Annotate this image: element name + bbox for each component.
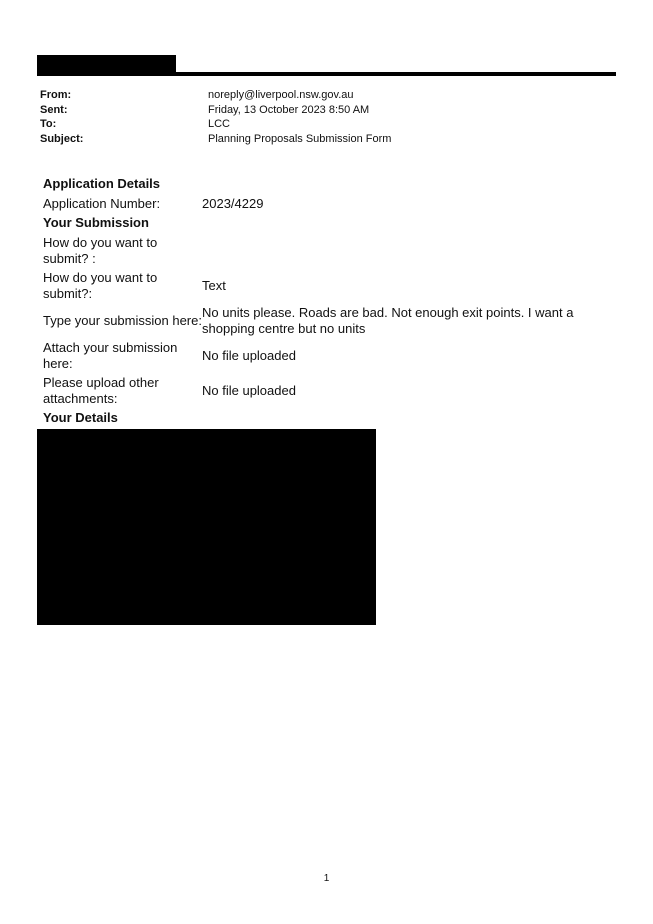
redaction-bar-top — [37, 55, 176, 72]
your-details-heading: Your Details — [43, 410, 118, 425]
redacted-details-block — [37, 429, 376, 625]
sent-label: Sent: — [40, 103, 68, 116]
type-submission-row — [43, 305, 613, 337]
other-attachments-value: No file uploaded — [202, 383, 296, 398]
attach-submission-row — [43, 340, 613, 372]
header-rule — [37, 72, 616, 76]
sent-row — [40, 103, 600, 118]
how-submit-label-1: How do you want to submit? : — [43, 235, 158, 266]
application-number-row — [43, 196, 613, 212]
to-label: To: — [40, 118, 57, 130]
to-row — [40, 117, 600, 132]
how-submit-value-2: Text — [202, 278, 226, 293]
to-value: LCC — [208, 118, 231, 130]
type-submission-label: Type your submission here: — [43, 313, 202, 328]
other-attachments-label: Please upload other attachments: — [43, 375, 159, 406]
attach-submission-value: No file uploaded — [202, 348, 296, 363]
page-number: 1 — [323, 873, 330, 884]
subject-value: Planning Proposals Submission Form — [208, 132, 392, 145]
application-number-value: 2023/4229 — [202, 196, 264, 211]
how-submit-row-2 — [43, 270, 613, 302]
how-submit-label-2: How do you want to submit?: — [43, 270, 158, 301]
from-value: noreply@liverpool.nsw.gov.au — [208, 89, 354, 101]
attach-submission-label: Attach your submission here: — [43, 340, 178, 371]
sent-value: Friday, 13 October 2023 8:50 AM — [208, 103, 370, 116]
from-row — [40, 88, 600, 103]
application-details-heading: Application Details — [43, 176, 161, 191]
subject-row — [40, 132, 600, 147]
application-number-label: Application Number: — [43, 196, 161, 211]
submission-details — [43, 176, 613, 430]
email-header — [40, 88, 600, 146]
other-attachments-row — [43, 375, 613, 407]
from-label: From: — [40, 89, 72, 101]
type-submission-value: No units please. Roads are bad. Not enough exit points. I want a shopping centre but no units — [202, 305, 574, 336]
subject-label: Subject: — [40, 132, 84, 145]
your-submission-heading: Your Submission — [43, 215, 149, 230]
how-submit-row-1 — [43, 235, 613, 267]
